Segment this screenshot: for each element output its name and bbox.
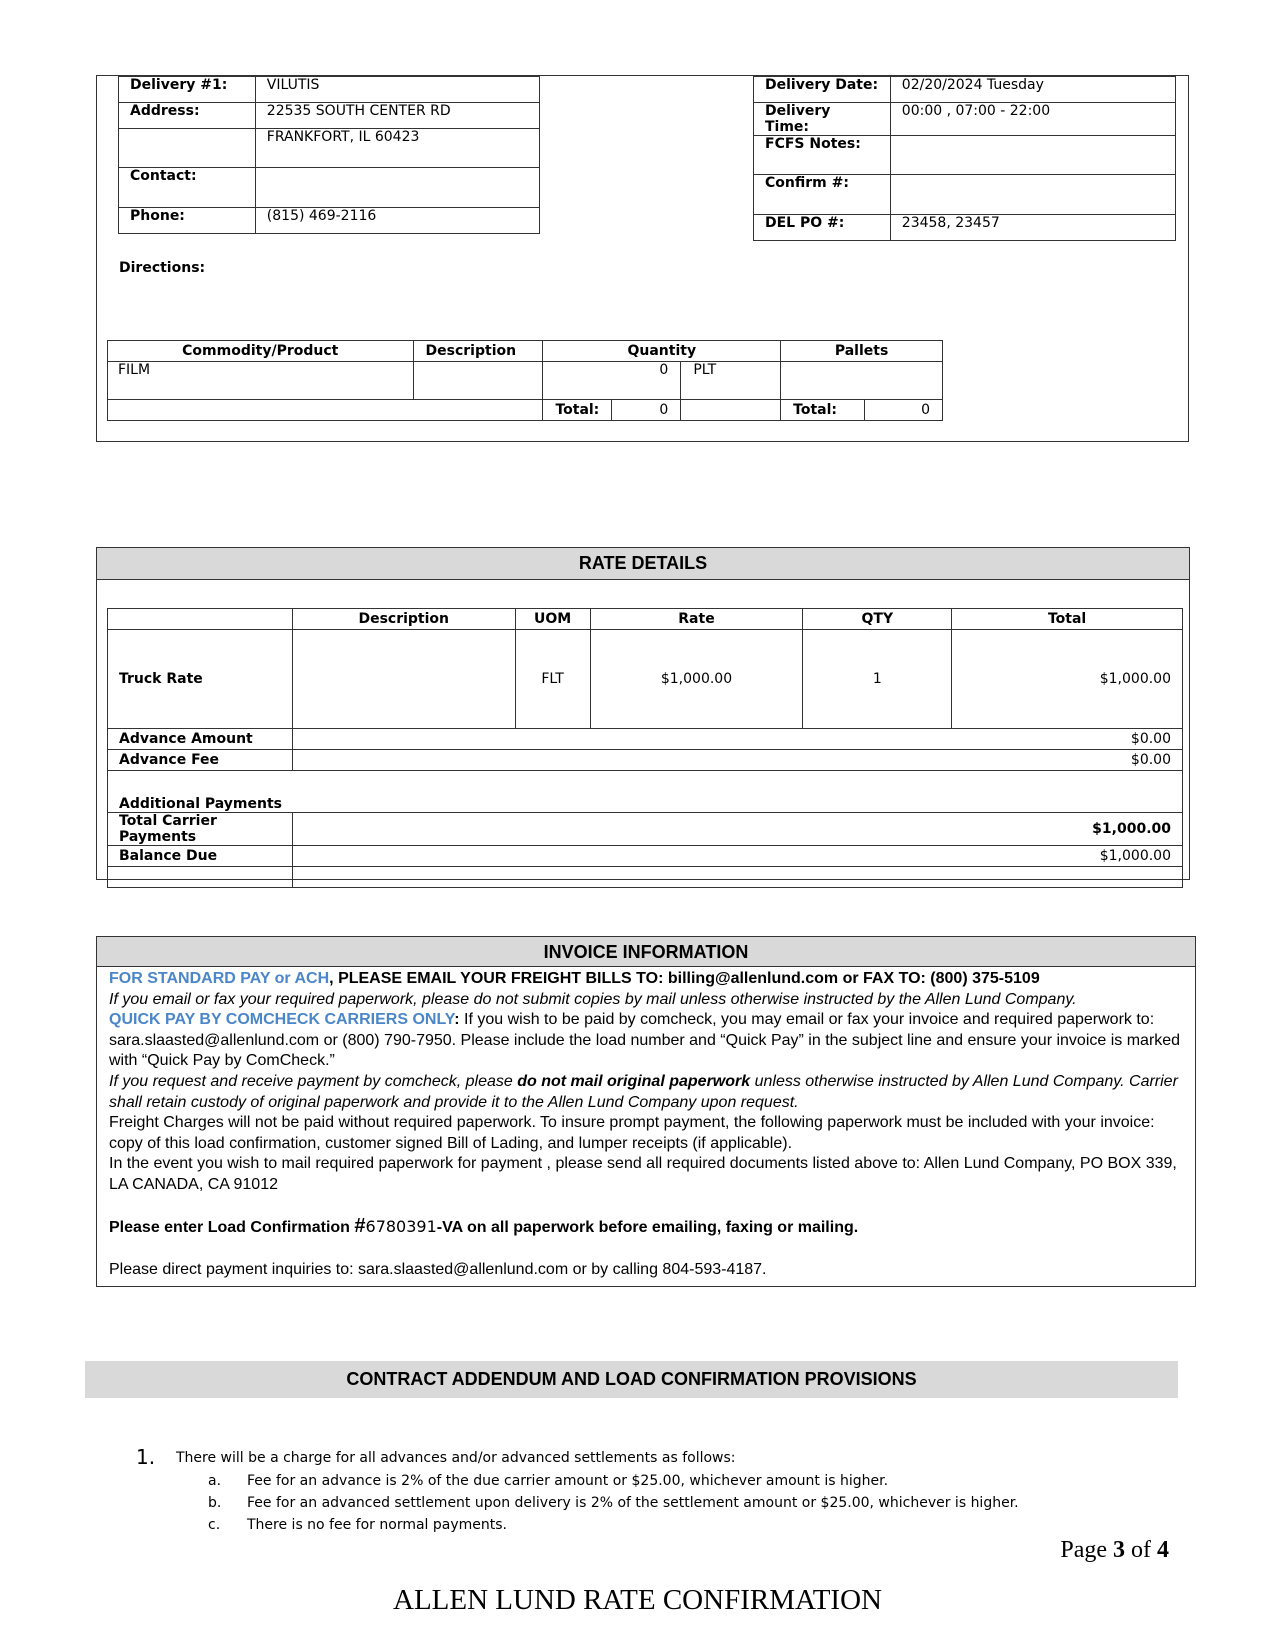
subitem-a-text: Fee for an advance is 2% of the due carrier amount or $25.00, whichever amount is higher.: [247, 1473, 889, 1489]
description-header: Description: [413, 341, 543, 362]
rate-header-qty: QTY: [803, 609, 952, 630]
item-1-number: 1.: [136, 1445, 156, 1469]
standard-pay-heading: FOR STANDARD PAY or ACH: [109, 970, 330, 987]
load-confirmation-line: [109, 1216, 1183, 1239]
standard-pay-instructions: , PLEASE EMAIL YOUR FREIGHT BILLS TO: billing@allenlund.com or FAX TO: (800) 375-5109: [329, 970, 1040, 987]
rate-header-description: Description: [292, 609, 515, 630]
commodity-quantity: 0: [543, 362, 681, 400]
advance-fee-value: $0.00: [292, 750, 1182, 771]
no-mail-copies-note: If you email or fax your required paperwork, please do not submit copies by mail unless otherwise instructed by the Allen Lund Company.: [109, 990, 1077, 1008]
additional-payments-label: Additional Payments: [108, 771, 1183, 813]
commodity-pallets: [781, 362, 943, 400]
delivery-name: VILUTIS: [255, 77, 539, 103]
truck-rate-qty: 1: [803, 630, 952, 729]
advance-amount-label: Advance Amount: [108, 729, 293, 750]
invoice-section: [96, 936, 1196, 1287]
item-1-text: There will be a charge for all advances and/or advanced settlements as follows:: [176, 1450, 736, 1466]
del-po-value: 23458, 23457: [890, 215, 1175, 241]
invoice-title: INVOICE INFORMATION: [97, 937, 1195, 967]
address-line2: FRANKFORT, IL 60423: [255, 129, 539, 168]
truck-rate-description: [292, 630, 515, 729]
comcheck-paragraph: [109, 1072, 1183, 1113]
quantity-header: Quantity: [543, 341, 781, 362]
truck-rate-uom: FLT: [515, 630, 590, 729]
rate-header-blank: [108, 609, 293, 630]
phone-value: (815) 469-2116: [255, 208, 539, 234]
document-title: ALLEN LUND RATE CONFIRMATION: [393, 1584, 882, 1616]
truck-rate-total: $1,000.00: [952, 630, 1183, 729]
delivery-date-value: 02/20/2024 Tuesday: [890, 77, 1175, 103]
quick-pay-colon: :: [454, 1011, 460, 1029]
address-line1: 22535 SOUTH CENTER RD: [255, 103, 539, 129]
page-total: 4: [1157, 1537, 1169, 1563]
commodity-table: [107, 340, 943, 421]
commodity-header: Commodity/Product: [108, 341, 414, 362]
quantity-total-value: 0: [612, 400, 681, 421]
standard-pay-line: [109, 969, 1183, 990]
page-of: of: [1125, 1537, 1157, 1563]
delivery-number-label: Delivery #1:: [119, 77, 256, 103]
load-text-b: -VA on all paperwork before emailing, faxing or mailing.: [436, 1218, 859, 1236]
total-carrier-payments-label: Total Carrier Payments: [108, 813, 293, 846]
subitem-b-text: Fee for an advanced settlement upon delivery is 2% of the settlement amount or $25.00, whichever is higher.: [247, 1495, 1019, 1511]
load-hash: #: [354, 1214, 366, 1237]
spacer: [109, 1196, 1183, 1216]
quick-pay-instructions: If you wish to be paid by comcheck, you may email or fax your invoice and required paperwork to: sara.slaasted@allenlund.com or (800) 790-7950. Please include the load number and “Quick Pay” in the subject line and ensure your invoice is marked with “Quick Pay by ComCheck.”: [109, 1011, 1181, 1070]
comcheck-text-a: If you request and receive payment by comcheck, please: [109, 1072, 518, 1090]
comcheck-text-c: unless otherwise instructed by Allen Lund Company. Carrier shall retain custody of original paperwork and provide it to the Allen Lund Company upon request.: [109, 1072, 1178, 1111]
address-label-empty: [119, 129, 256, 168]
confirm-value: [890, 175, 1175, 215]
rate-header-rate: Rate: [590, 609, 803, 630]
quick-pay-heading: QUICK PAY BY COMCHECK CARRIERS ONLY: [109, 1011, 455, 1029]
delivery-time-value: 00:00 , 07:00 - 22:00: [890, 103, 1175, 136]
fcfs-notes-label: FCFS Notes:: [754, 136, 891, 175]
contact-value: [255, 168, 539, 208]
pallets-total-value: 0: [865, 400, 943, 421]
page-current: 3: [1113, 1537, 1125, 1563]
truck-rate-label: Truck Rate: [108, 630, 293, 729]
load-number: 6780391: [365, 1216, 437, 1236]
advance-fee-label: Advance Fee: [108, 750, 293, 771]
commodity-unit: PLT: [681, 362, 781, 400]
freight-charges-paragraph: Freight Charges will not be paid without required paperwork. To insure prompt payment, the following paperwork must be included with your invoice: copy of this load confirmation, customer signed Bill of Lading, and lumper receipts (if applicable).: [109, 1114, 1155, 1152]
contact-label: Contact:: [119, 168, 256, 208]
rate-details-section: [96, 547, 1190, 880]
page-number: [1060, 1537, 1169, 1564]
subitem-c-text: There is no fee for normal payments.: [247, 1517, 507, 1533]
payment-inquiries-line: Please direct payment inquiries to: sara.slaasted@allenlund.com or by calling 804-593-4187.: [109, 1261, 767, 1279]
rate-header-total: Total: [952, 609, 1183, 630]
directions-label: Directions:: [119, 260, 206, 276]
rate-details-title: RATE DETAILS: [97, 548, 1189, 580]
spacer: [109, 1238, 1183, 1260]
delivery-left-table: [118, 76, 540, 234]
total-row-spacer: [108, 400, 543, 421]
page-prefix: Page: [1060, 1537, 1113, 1563]
balance-due-value: $1,000.00: [292, 846, 1182, 867]
truck-rate-rate: $1,000.00: [590, 630, 803, 729]
pallets-total-label: Total:: [781, 400, 865, 421]
balance-due-label: Balance Due: [108, 846, 293, 867]
delivery-time-label: Delivery Time:: [754, 103, 891, 136]
subitem-b-letter: b.: [208, 1495, 222, 1511]
rate-empty-right: [292, 867, 1182, 888]
delivery-section: [96, 75, 1189, 442]
quantity-total-empty: [681, 400, 781, 421]
del-po-label: DEL PO #:: [754, 215, 891, 241]
rate-empty-left: [108, 867, 293, 888]
mail-paperwork-paragraph: In the event you wish to mail required paperwork for payment , please send all required documents listed above to: Allen Lund Company, PO BOX 339, LA CANADA, CA 91012: [109, 1155, 1177, 1193]
advance-amount-value: $0.00: [292, 729, 1182, 750]
subitem-c-letter: c.: [208, 1517, 221, 1533]
total-carrier-payments-value: $1,000.00: [292, 813, 1182, 846]
confirm-label: Confirm #:: [754, 175, 891, 215]
rate-table: [107, 608, 1183, 888]
rate-header-uom: UOM: [515, 609, 590, 630]
load-text-a: Please enter Load Confirmation: [109, 1218, 355, 1236]
delivery-right-table: [753, 76, 1176, 241]
quick-pay-paragraph: [109, 1010, 1183, 1072]
address-label: Address:: [119, 103, 256, 129]
invoice-body: [97, 967, 1195, 1281]
subitem-a-letter: a.: [208, 1473, 222, 1489]
delivery-date-label: Delivery Date:: [754, 77, 891, 103]
commodity-description: [413, 362, 543, 400]
phone-label: Phone:: [119, 208, 256, 234]
pallets-header: Pallets: [781, 341, 943, 362]
quantity-total-label: Total:: [543, 400, 612, 421]
addendum-title: CONTRACT ADDENDUM AND LOAD CONFIRMATION PROVISIONS: [85, 1361, 1178, 1398]
fcfs-notes-value: [890, 136, 1175, 175]
comcheck-bold: do not mail original paperwork: [517, 1072, 751, 1090]
commodity-product: FILM: [108, 362, 414, 400]
